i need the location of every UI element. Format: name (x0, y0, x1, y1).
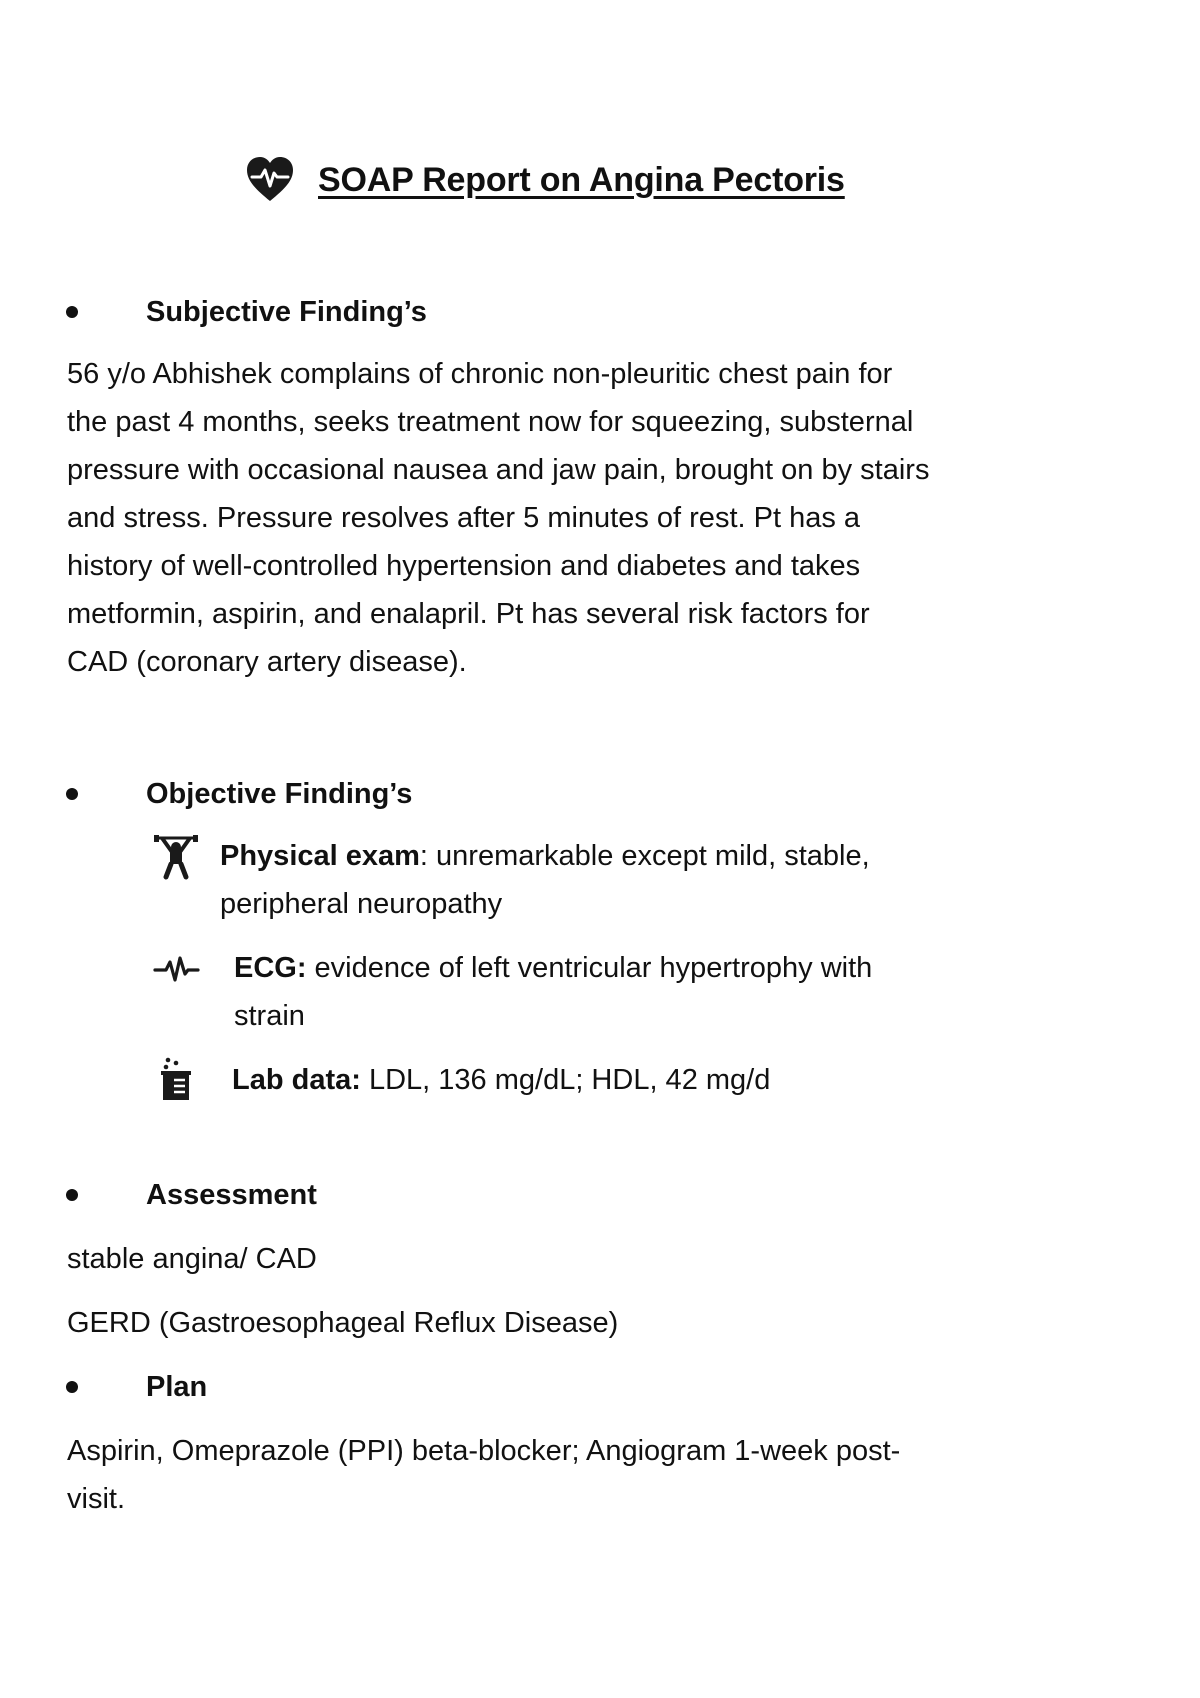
title-row (244, 150, 964, 210)
ecg-value: evidence of left ventricular hypertrophy with strain (234, 952, 873, 1032)
objective-item-text (232, 1056, 770, 1104)
plan-heading: Plan (146, 1370, 208, 1403)
objective-item-lab-data (152, 1056, 1052, 1104)
lab-beaker-icon (152, 1056, 200, 1104)
plan-heading-row (64, 1367, 207, 1407)
objective-heading-row (64, 774, 412, 814)
heart-pulse-icon (244, 154, 296, 206)
physical-exam-label: Physical exam (220, 840, 420, 872)
subjective-heading: Subjective Finding’s (146, 295, 427, 328)
assessment-heading-row (64, 1175, 317, 1215)
bullet-icon (66, 1189, 78, 1201)
lab-data-value: LDL, 136 mg/dL; HDL, 42 mg/d (360, 1064, 771, 1096)
physical-exam-value: : unremarkable except mild, stable, peripheral neuropathy (220, 840, 870, 920)
objective-item-ecg (152, 944, 1052, 1040)
document-title: SOAP Report on Angina Pectoris (318, 160, 845, 199)
plan-text: Aspirin, Omeprazole (PPI) beta-blocker; Angiogram 1-week post- visit. (67, 1435, 901, 1515)
assessment-line-1: stable angina/ CAD (67, 1243, 317, 1275)
ecg-label: ECG: (234, 952, 307, 984)
exercise-figure-icon (152, 832, 200, 880)
bullet-icon (66, 306, 78, 318)
objective-item-text (234, 944, 872, 1040)
assessment-line-2: GERD (Gastroesophageal Reflux Disease) (67, 1307, 619, 1339)
lab-data-label: Lab data: (232, 1064, 361, 1096)
subjective-heading-row (64, 292, 427, 332)
objective-item-physical-exam (152, 832, 1052, 928)
objective-heading: Objective Finding’s (146, 777, 413, 810)
bullet-icon (66, 788, 78, 800)
ecg-wave-icon (152, 944, 200, 992)
objective-item-text (220, 832, 870, 928)
subjective-text: 56 y/o Abhishek complains of chronic non-pleuritic chest pain for the past 4 months, seeks treatment now for squeezing, substernal pressure with occasional nausea and jaw pain, brought on by stairs and stress. Pressure resolves after 5 minutes of rest. Pt has a history of well-controlled hypertension and diabetes and takes metformin, aspirin, and enalapril. Pt has several risk factors for CAD (coronary artery disease). (67, 358, 930, 678)
bullet-icon (66, 1381, 78, 1393)
assessment-heading: Assessment (146, 1178, 317, 1211)
